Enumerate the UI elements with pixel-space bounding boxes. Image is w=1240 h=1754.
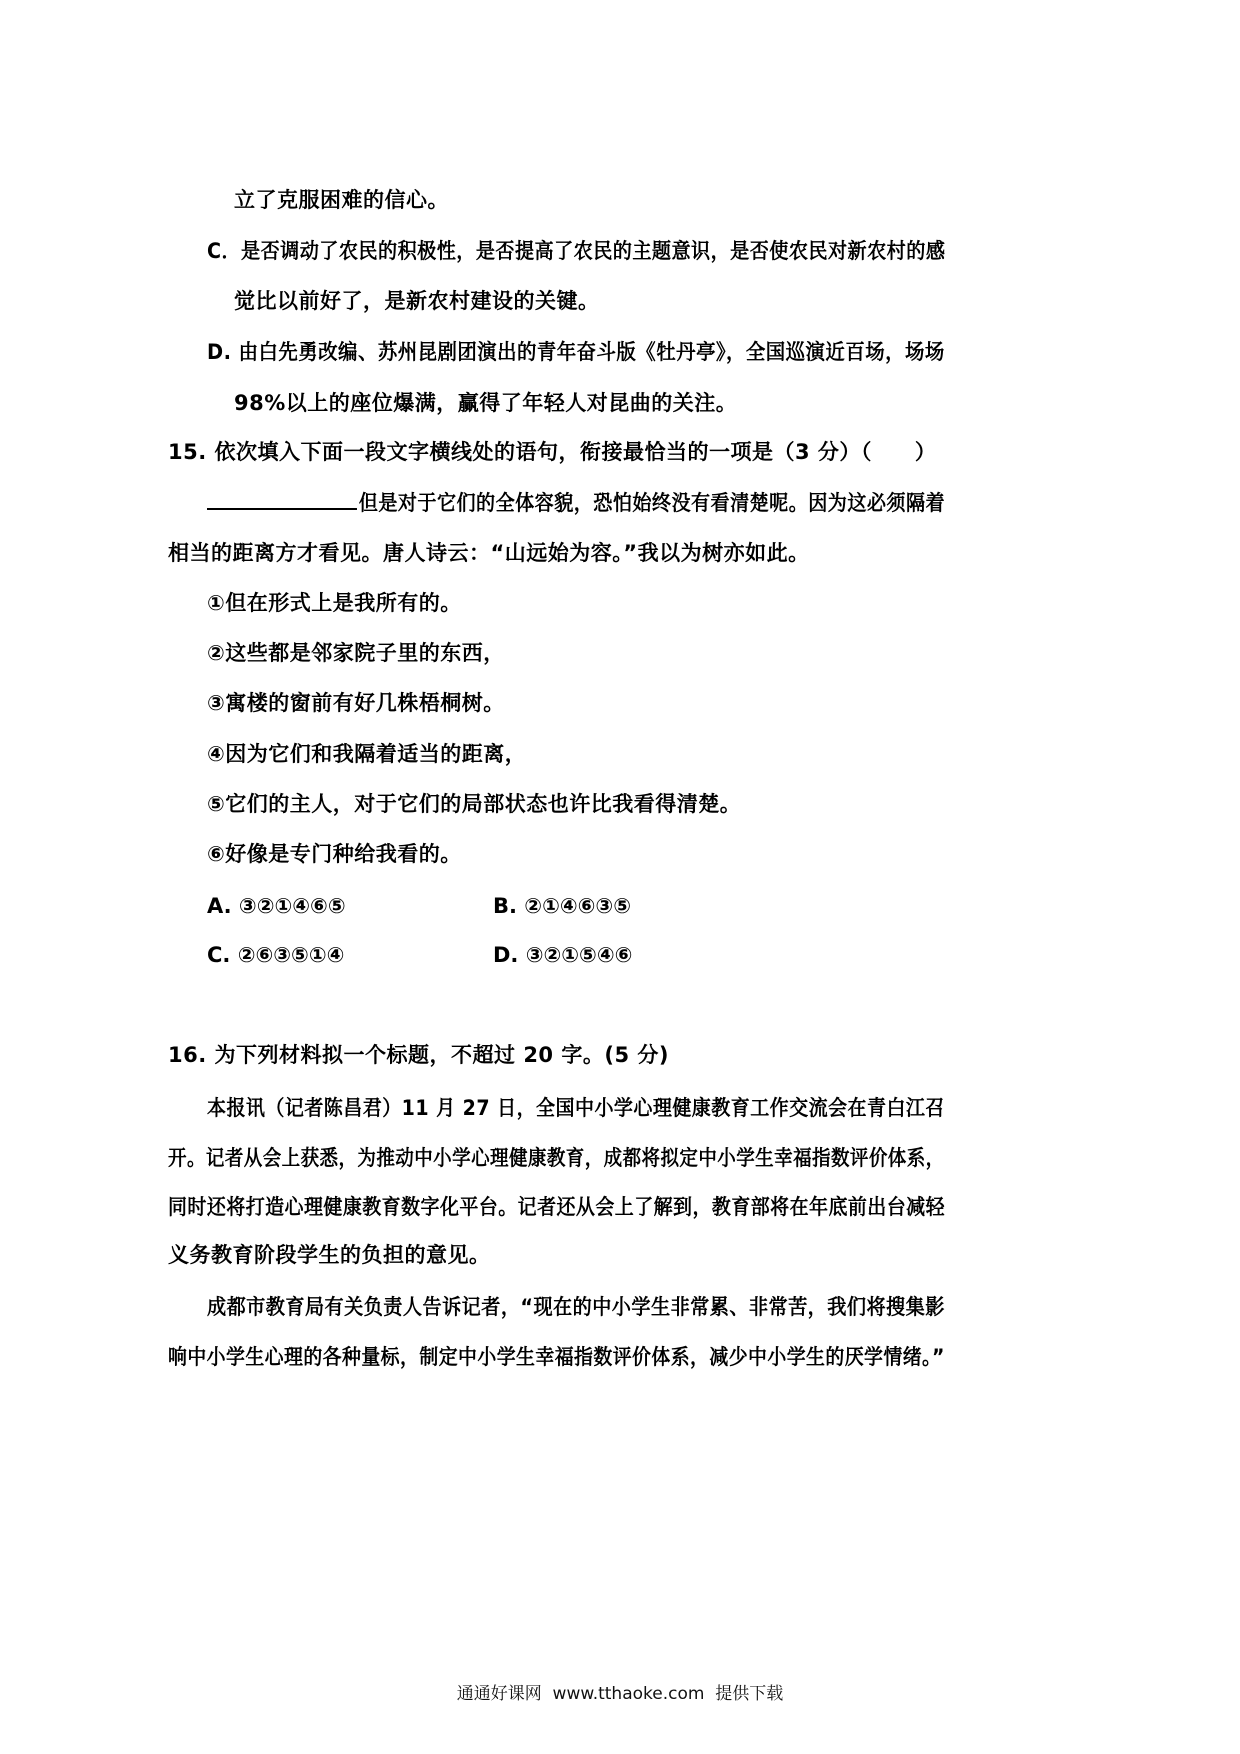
question-15-passage-line-1 [207,488,945,518]
material-paragraph-1-line-4: 义务教育阶段学生的负担的意见。 [168,1243,491,1267]
answer-option-d: D. ③②①⑤④⑥ [493,943,633,967]
sentence-item: ②这些都是邻家院子里的东西， [207,641,505,665]
option-d-line-2: 98%以上的座位爆满，赢得了年轻人对昆曲的关注。 [234,391,738,415]
option-c-line-2: 觉比以前好了，是新农村建设的关键。 [234,289,600,313]
question-16-stem: 16. 为下列材料拟一个标题，不超过 20 字。(5 分) [168,1043,669,1067]
answer-option-a: A. ③②①④⑥⑤ [207,894,346,918]
sentence-item: ③寓楼的窗前有好几株梧桐树。 [207,691,505,715]
material-paragraph-1-line-1: 本报讯（记者陈昌君）11 月 27 日，全国中小学心理健康教育工作交流会在青白江召 [207,1096,945,1120]
page-footer: 通通好课网 www.tthaoke.com 提供下载 [456,1684,784,1704]
material-paragraph-1-line-3: 同时还将打造心理健康教育数字化平台。记者还从会上了解到，教育部将在年底前出台减轻 [168,1195,946,1219]
material-paragraph-2-line-1: 成都市教育局有关负责人告诉记者，“现在的中小学生非常累、非常苦，我们将搜集影 [207,1295,945,1319]
sentence-item: ①但在形式上是我所有的。 [207,591,462,615]
material-paragraph-2-line-2: 响中小学生心理的各种量标，制定中小学生幸福指数评价体系，减少中小学生的厌学情绪。” [168,1345,945,1369]
option-b-continuation: 立了克服困难的信心。 [234,188,449,212]
option-c-line-1: C．是否调动了农民的积极性，是否提高了农民的主题意识，是否使农民对新农村的感 [207,239,946,263]
sentence-item: ⑥好像是专门种给我看的。 [207,842,462,866]
sentence-item: ⑤它们的主人，对于它们的局部状态也许比我看得清楚。 [207,792,742,816]
question-15-passage-line-2: 相当的距离方才看见。唐人诗云：“山远始为容。”我以为树亦如此。 [168,541,810,565]
option-d-line-1: D. 由白先勇改编、苏州昆剧团演出的青年奋斗版《牡丹亭》，全国巡演近百场，场场 [207,340,945,364]
answer-option-b: B. ②①④⑥③⑤ [493,894,631,918]
sentence-item: ④因为它们和我隔着适当的距离， [207,742,527,766]
fill-in-blank [207,488,357,510]
question-15-stem: 15. 依次填入下面一段文字横线处的语句，衔接最恰当的一项是（3 分）（ ） [168,440,937,464]
answer-option-c: C. ②⑥③⑤①④ [207,943,345,967]
material-paragraph-1-line-2: 开。记者从会上获悉，为推动中小学心理健康教育，成都将拟定中小学生幸福指数评价体系， [168,1146,945,1170]
passage-line-1-text: 但是对于它们的全体容貌，恐怕始终没有看清楚呢。因为这必须隔着 [358,491,946,515]
